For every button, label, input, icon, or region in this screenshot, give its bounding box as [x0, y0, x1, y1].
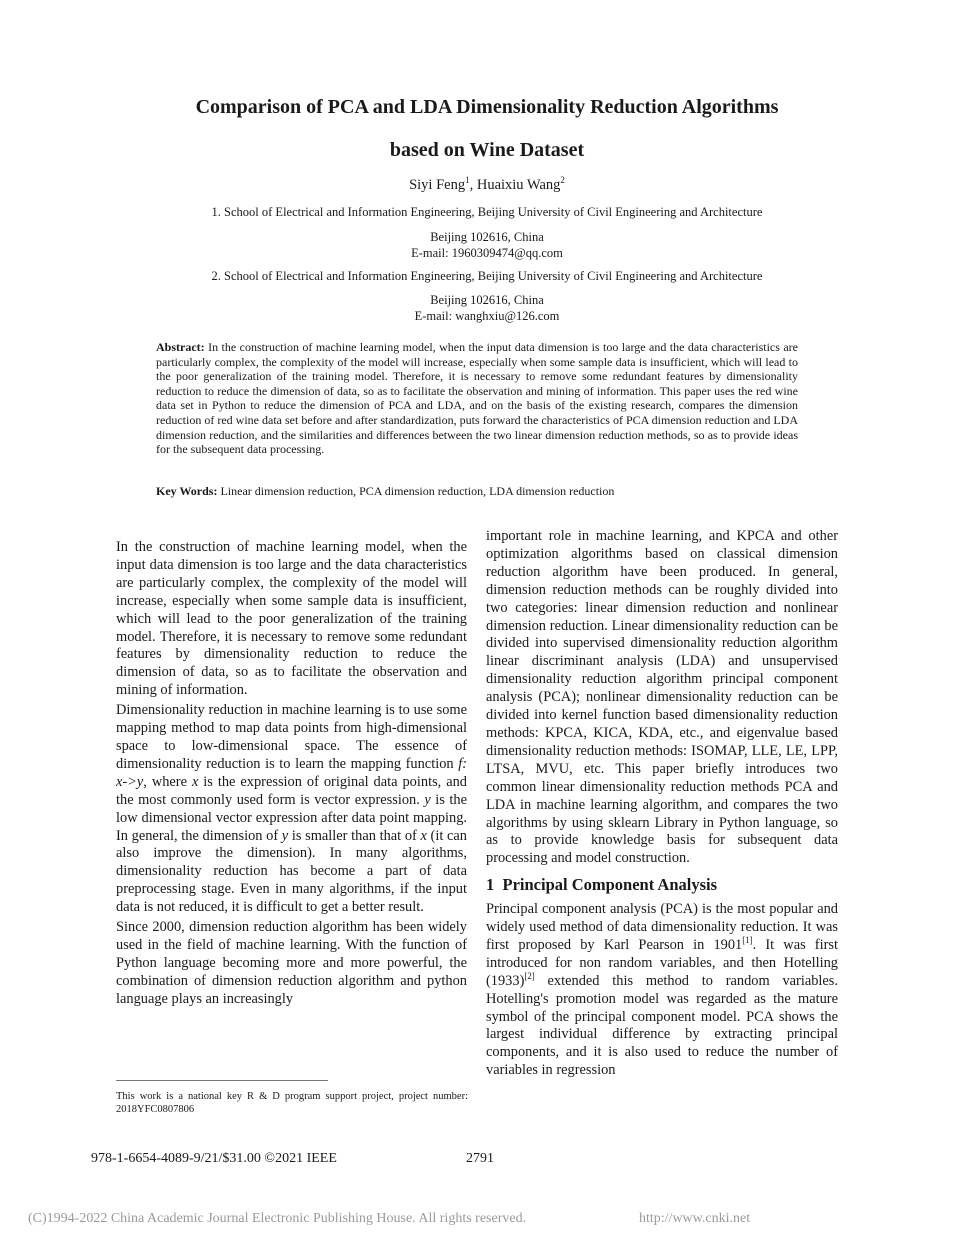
abstract-text: In the construction of machine learning model, when the input data dimension is too large and the data characteristics are particularly complex, the complexity of the model will increase, especially when some sample data is insufficient, which will lead to the poor generalization of the training model. Therefore, it is necessary to remove some redundant features by dimensionality reduction to reduce the dimension of data, so as to facilitate the observation and mining of information. This paper uses the red wine data set in Python to reduce the dimension of PCA and LDA, and on the basis of the existing research, compares the dimension reduction of red wine data set before and after standardization, puts forward the characteristics of PCA dimension reduction and LDA dimension reduction, and the similarities and differences between the two linear dimension reduction methods, so as to provide ideas for the subsequent data processing. — [156, 340, 798, 457]
paper-title-line-1: Comparison of PCA and LDA Dimensionality Reduction Algorithms — [195, 96, 779, 118]
paragraph: In the construction of machine learning model, when the input data dimension is too large and the data characteristics are particularly complex, the complexity of the model will increase, especially when some sample data is insufficient, which will lead to the poor generalization of the training model. Therefore, it is necessary to remove some redundant features by dimensionality reduction to reduce the dimension of data, so as to facilitate the observation and mining of information. — [116, 539, 467, 699]
author-name: Huaixiu Wang — [476, 177, 561, 193]
paragraph: Principal component analysis (PCA) is the most popular and widely used method of data dimensionality reduction. It was first proposed by Karl Pearson in 1901[1]. It was first introduced for non random variables, and then Hotelling (1933)[2] extended this method to random variables. Hotelling's promotion model was regarded as the mature symbol of the principal component model. PCA shows the largest individual difference by extracting principal components, and it is also used to reduce the number of variables in regression — [486, 901, 838, 1079]
section-heading — [486, 876, 838, 894]
author-separator: , — [469, 177, 477, 193]
affiliation-2-address — [0, 293, 974, 324]
math-variable: y — [424, 791, 431, 808]
math-expression: f: x->y — [116, 755, 467, 790]
isbn-line: 978-1-6654-4089-9/21/$31.00 ©2021 IEEE — [91, 1151, 337, 1166]
math-variable: x — [191, 773, 199, 790]
watermark-url-link[interactable]: http://www.cnki.net — [639, 1211, 751, 1226]
affiliation-email: E-mail: wanghxiu@126.com — [414, 308, 560, 323]
abstract-label: Abstract: — [156, 340, 205, 354]
affiliation-city: Beijing 102616, China — [430, 293, 544, 307]
author-affiliation-mark: 1 — [465, 175, 470, 186]
math-variable: x — [420, 827, 427, 844]
citation-link[interactable]: [1] — [742, 935, 753, 946]
citation-link[interactable]: [2] — [524, 970, 535, 981]
affiliation-1-address — [0, 230, 974, 261]
math-variable: y — [281, 827, 289, 844]
keywords — [156, 484, 798, 499]
left-column — [116, 539, 467, 1011]
page-number: 2791 — [466, 1151, 494, 1166]
author-name: Siyi Feng — [409, 177, 466, 193]
affiliation-city: Beijing 102616, China — [430, 230, 544, 244]
paragraph: Dimensionality reduction in machine learning is to use some mapping method to map data points from high-dimensional space to low-dimensional space. The essence of dimensionality reduction is to learn the mapping function f: x->y, where x is the expression of original data points, and the most commonly used form is vector expression. y is the low dimensional vector expression after data point mapping. In general, the dimension of y is smaller than that of x (it can also improve the dimension). In many algorithms, dimensionality reduction has become a part of data preprocessing stage. Even in many algorithms, if the input data is not reduced, it is difficult to get a better result. — [116, 702, 468, 916]
paragraph: important role in machine learning, and KPCA and other optimization algorithms based on classical dimension reduction algorithm have been produced. In general, dimension reduction methods can be roughly divided into two categories: linear dimension reduction and nonlinear dimension reduction. Linear dimensionality reduction can be divided into supervised dimensionality reduction algorithm linear discriminant analysis (LDA) and unsupervised dimensionality reduction algorithm principal component analysis (PCA); nonlinear dimensionality reduction can be divided into kernel function based dimensionality reduction methods: KPCA, KICA, KDA, etc., and eigenvalue based dimensionality reduction methods: ISOMAP, LLE, LE, LPP, LTSA, MVU, etc. This paper briefly introduces two common linear dimensionality reduction methods PCA and LDA in machine learning algorithm, and compares the two algorithms by using sklearn Library in Python language, so as to provide knowledge basis for subsequent data processing and model construction. — [486, 528, 838, 867]
affiliation-2: 2. School of Electrical and Information Engineering, Beijing University of Civil Engineering and Architecture — [211, 269, 763, 283]
keywords-label: Key Words: — [156, 484, 218, 498]
section-title: Principal Component Analysis — [502, 875, 718, 895]
author-affiliation-mark: 2 — [560, 175, 565, 186]
abstract — [156, 340, 798, 457]
right-column — [486, 528, 838, 1082]
paragraph: Since 2000, dimension reduction algorithm has been widely used in the field of machine learning. With the function of Python language becoming more and more powerful, the combination of dimension reduction algorithm and python language plays an increasingly — [116, 919, 467, 1007]
paper-title-line-2: based on Wine Dataset — [389, 139, 585, 161]
footnote-divider — [116, 1080, 328, 1081]
section-number: 1 — [486, 875, 495, 895]
author-list — [0, 177, 974, 194]
affiliation-email: E-mail: 1960309474@qq.com — [411, 245, 563, 260]
keywords-text: Linear dimension reduction, PCA dimension reduction, LDA dimension reduction — [217, 484, 615, 498]
affiliation-1: 1. School of Electrical and Information Engineering, Beijing University of Civil Engineering and Architecture — [211, 205, 763, 219]
footnote: This work is a national key R & D program support project, project number: 2018YFC0807806 — [116, 1091, 468, 1115]
copyright-watermark: (C)1994-2022 China Academic Journal Electronic Publishing House. All rights reserved. — [28, 1211, 527, 1226]
